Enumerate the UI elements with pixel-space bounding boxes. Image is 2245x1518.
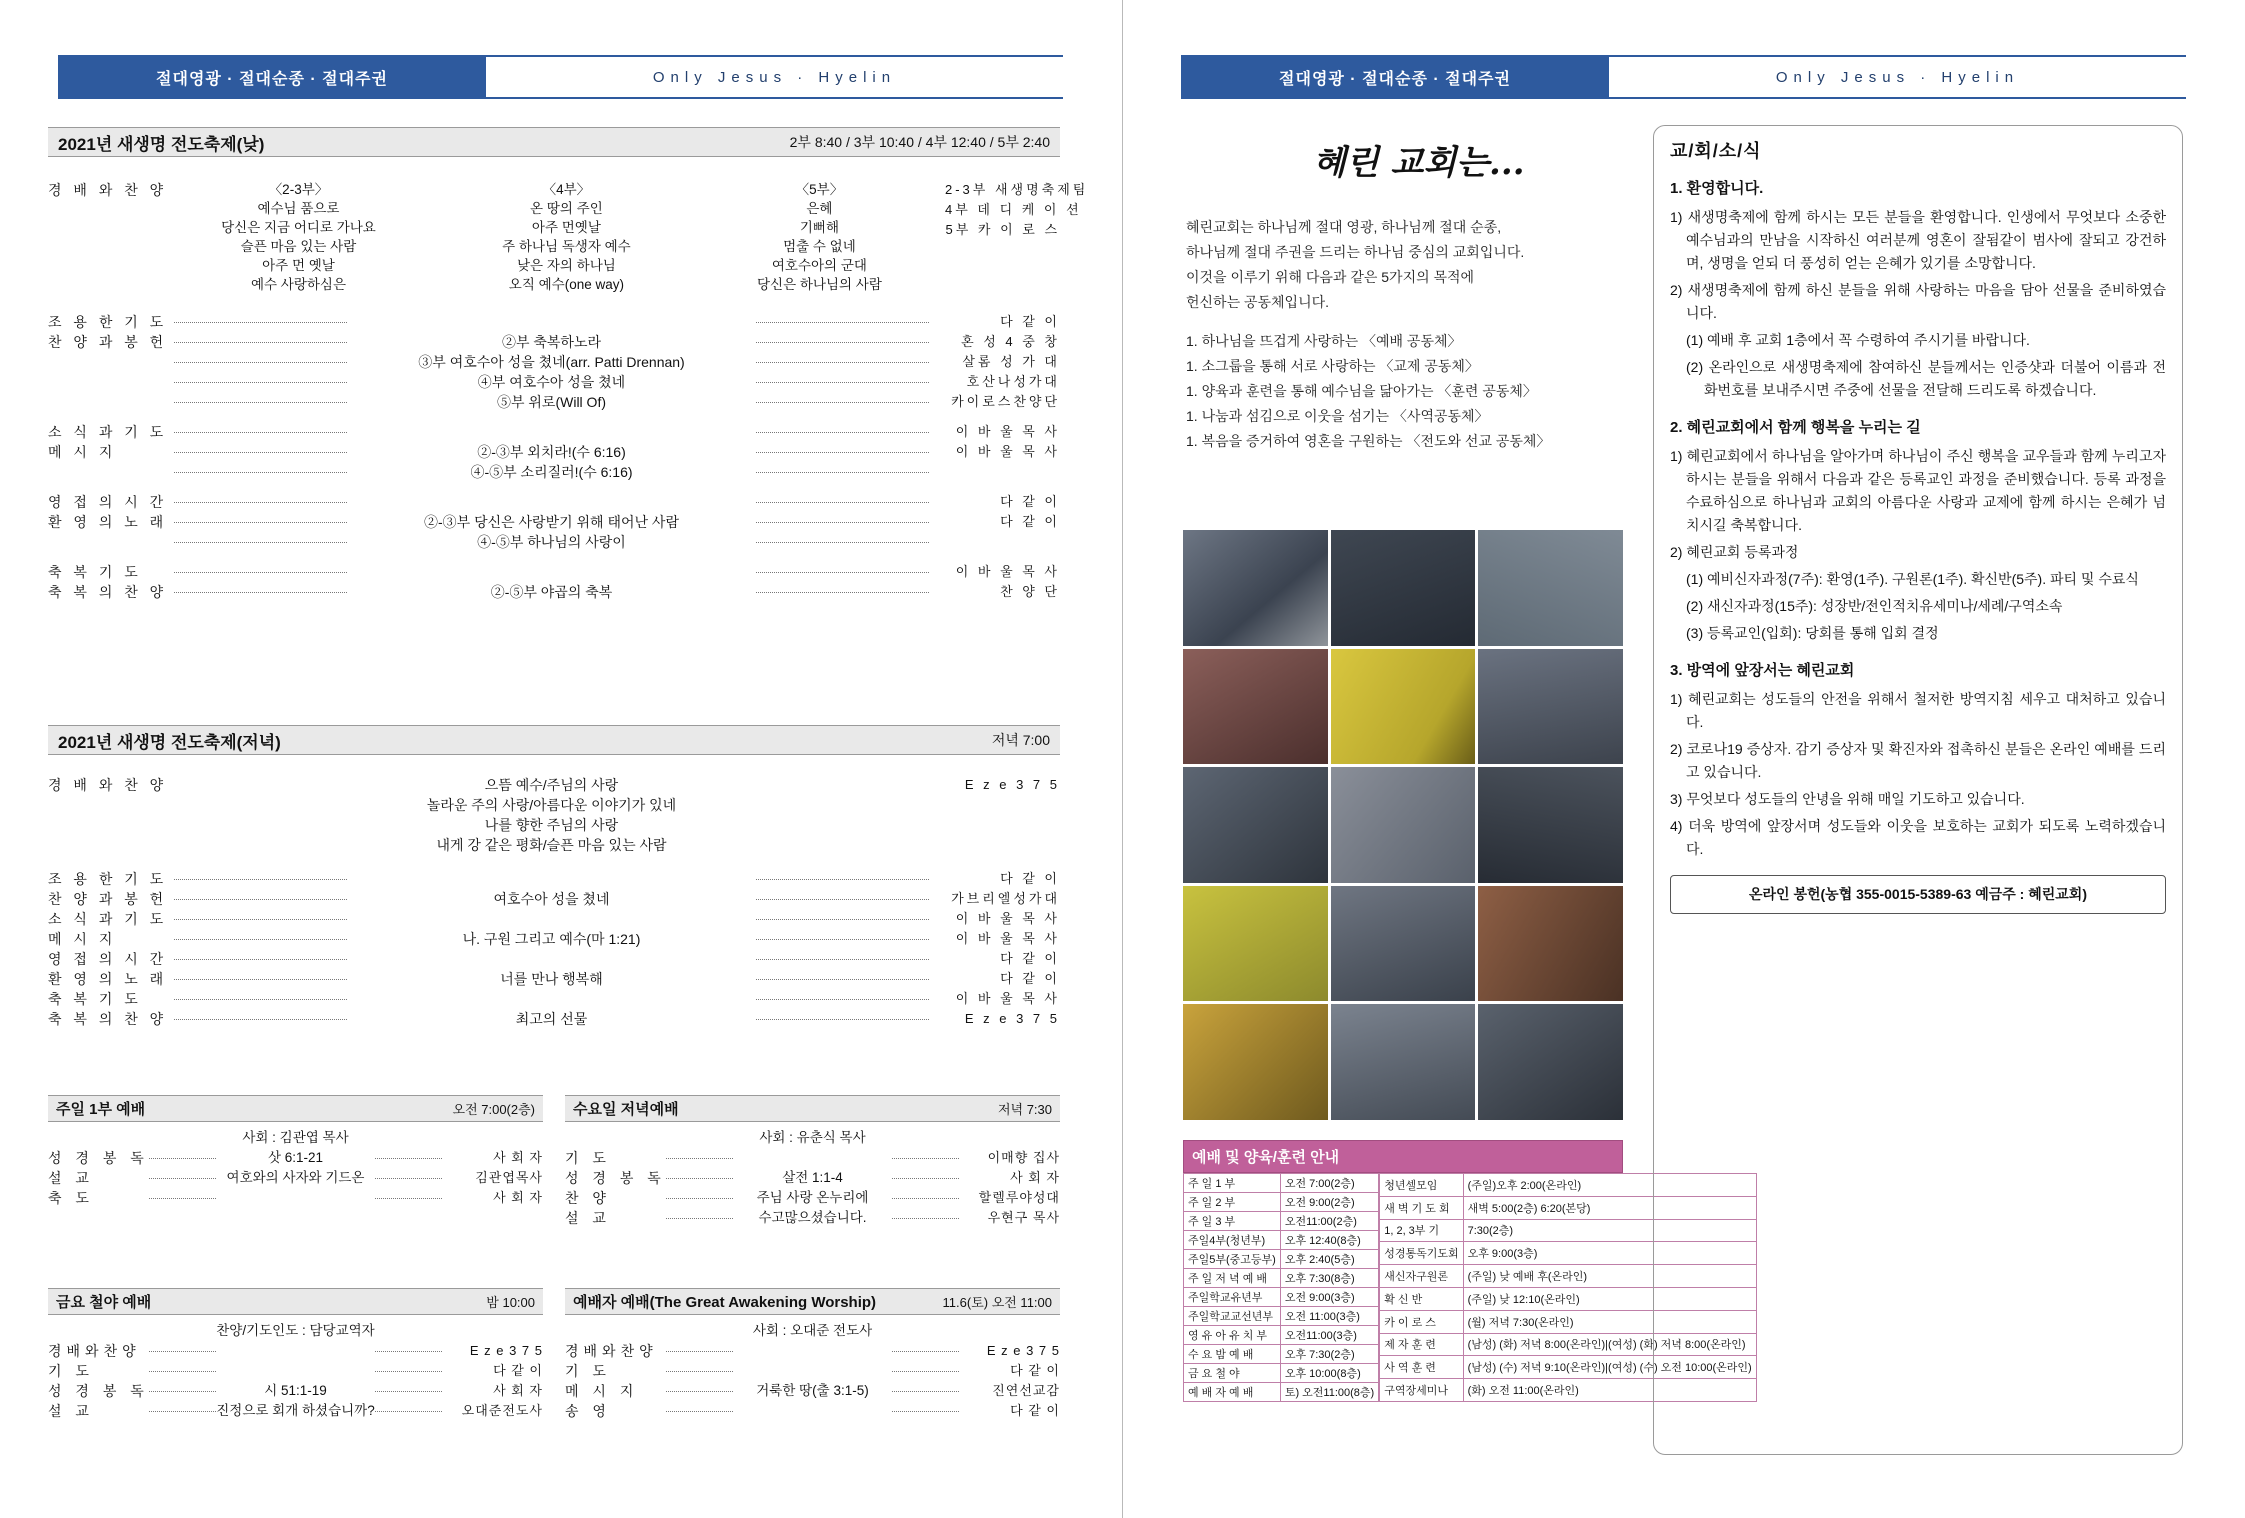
row-label: 기 도 [565,1363,611,1379]
program-row [48,462,1060,482]
row-label: 조 용 한 기 도 [48,314,168,330]
box-time: 밤 10:00 [486,1295,535,1310]
purpose-item: 1. 하나님을 뜨겁게 사랑하는 〈예배 공동체〉 [1186,333,1462,349]
box-row [48,1188,543,1208]
song-line: 아주 먼 옛날 [262,258,335,273]
row-person: 살롬 성 가 대 [962,354,1060,369]
song-col-head: 〈2-3부〉 [268,182,329,197]
row-person: 오대준전도사 [461,1403,543,1418]
row-label: 찬 양 과 봉 헌 [48,334,168,350]
row-person: 다 같 이 [1000,971,1060,986]
program-row [48,929,1060,949]
row-label: 설 교 [48,1170,94,1186]
schedule-row: 사 역 훈 련 (남성) (수) 저녁 9:10(온라인)|(여성) (수) 오전 10:00(온라인) [1380,1356,1757,1379]
service-box-worshiper [565,1288,1060,1421]
song-line: 은혜 [806,201,833,216]
schedule-row: 주 일 3 부 오전11:00(2층) [1184,1212,1379,1231]
row-content [158,775,945,855]
row-label: 송 영 [565,1403,611,1419]
row-person: 가브리엘성가대 [951,891,1060,906]
intro-line: 혜린교회는 하나님께 절대 영광, 하나님께 절대 순종, [1186,219,1502,235]
photo-gallery [1183,530,1623,1120]
song-line: 멈출 수 없네 [783,239,856,254]
song-line: 예수님 품으로 [257,201,340,216]
program-row [48,949,1060,969]
row-label: 찬 양 과 봉 헌 [48,891,168,907]
header-brand: Only Jesus · Hyelin [1609,55,2186,99]
photo [1183,767,1328,883]
program-row [48,372,1060,392]
service-box-wednesday [565,1095,1060,1228]
news-heading: 3. 방역에 앞장서는 혜린교회 [1670,662,1855,679]
box-time: 오전 7:00(2층) [452,1102,535,1117]
night-song-line: 놀라운 주의 사랑/아름다운 이야기가 있네 [426,797,677,813]
schedule-row: 주 일 1 부 오전 7:00(2층) [1184,1174,1379,1193]
program-row [48,352,1060,372]
news-item: 3) 무엇보다 성도들의 안녕을 위해 매일 기도하고 있습니다. [1670,791,2025,807]
worship-teams [945,180,1089,240]
song-line: 아주 먼옛날 [531,220,601,235]
program-row [48,989,1060,1009]
row-person: 이매향 집사 [987,1150,1060,1165]
schedule-row: 주일4부(청년부) 오후 12:40(8층) [1184,1231,1379,1250]
row-label: 축 복 의 찬 양 [48,1011,168,1027]
song-line: 당신은 지금 어디로 가나요 [221,220,376,235]
song-line: 오직 예수(one way) [508,277,624,292]
schedule-row: 주 일 저 녁 예 배 오후 7:30(8층) [1184,1269,1379,1288]
news-item: (2) 새신자과정(15주): 성장반/전인적치유세미나/세례/구역소속 [1686,598,2063,614]
header-band-left [58,55,1063,99]
row-person: 다 같 이 [493,1363,543,1378]
purpose-item: 1. 양육과 훈련을 통해 예수님을 닮아가는 〈훈련 공동체〉 [1186,383,1537,399]
intro-line: 이것을 이루기 위해 다음과 같은 5가지의 목적에 [1186,269,1475,285]
row-content: 나. 구원 그리고 예수(마 1:21) [158,929,945,949]
row-label: 기 도 [565,1150,611,1166]
row-person: 사 회 자 [493,1190,543,1205]
team-line: 4부 데 디 케 이 션 [945,202,1082,217]
row-content: 수고많으셨습니다. [660,1208,965,1228]
team-line: 2-3부 새생명축제팀 [945,182,1089,197]
row-label: 축 도 [48,1190,94,1206]
box-row [48,1381,543,1401]
night-song-line: 내게 강 같은 평화/슬픈 마음 있는 사람 [436,837,667,853]
song-column-5 [757,180,882,294]
schedule-row: 금 요 철 야 오후 10:00(8층) [1184,1364,1379,1383]
box-leader: 사회 : 김관엽 목사 [242,1130,349,1145]
row-label: 설 교 [48,1403,94,1419]
box-row [565,1148,1060,1168]
row-person: 김관엽목사 [475,1170,543,1185]
row-content: 너를 만나 행복해 [158,969,945,989]
box-row [565,1381,1060,1401]
photo [1478,530,1623,646]
program-row [48,422,1060,442]
box-row [48,1168,543,1188]
row-content: ②-③부 외치라!(수 6:16) [158,442,945,462]
photo [1478,1004,1623,1120]
row-label: 경 배 와 찬 양 [48,777,168,793]
program-row-worship-night [48,775,1060,855]
song-column-2-3 [221,180,376,294]
song-column-4 [502,180,631,294]
box-row [565,1401,1060,1421]
program-row [48,869,1060,889]
photo [1331,1004,1476,1120]
row-label: 찬 양 [565,1190,611,1206]
program-row [48,512,1060,532]
row-label: 경 배 와 찬 양 [48,182,168,198]
photo [1478,886,1623,1002]
service-box-sunday-1st [48,1095,543,1208]
section-title-day [48,127,1060,157]
intro-line: 헌신하는 공동체입니다. [1186,294,1330,310]
row-person: E z e 3 7 5 [964,777,1060,792]
row-content: 주님 사랑 온누리에 [660,1188,965,1208]
row-label: 축 복 기 도 [48,991,142,1007]
row-label: 메 시 지 [565,1383,639,1399]
header-slogan: 절대영광 · 절대순종 · 절대주권 [58,55,486,99]
section-night-label: 2021년 새생명 전도축제(저녁) [58,732,281,752]
section-day-time: 2부 8:40 / 3부 10:40 / 4부 12:40 / 5부 2:40 [789,134,1050,150]
song-col-head: 〈5부〉 [795,182,844,197]
box-row [565,1168,1060,1188]
row-person: 이 바 울 목 사 [955,931,1060,946]
row-label: 영 접 의 시 간 [48,494,168,510]
schedule-row: 주일학교교선년부 오전 11:00(3층) [1184,1307,1379,1326]
photo [1331,886,1476,1002]
news-item: (2) 온라인으로 새생명축제에 참여하신 분들께서는 인증샷과 더불어 이름과 전화번호를 보내주시면 주중에 선물을 전달해 드리도록 하겠습니다. [1686,359,2166,398]
photo [1478,649,1623,765]
schedule-row: 예 배 자 예 배 토) 오전11:00(8층) [1184,1383,1379,1402]
program-row [48,312,1060,332]
program-row [48,969,1060,989]
brush-title: 혜린 교회는... [1313,143,1525,183]
row-content: 여호와의 사자와 기드온 [143,1168,448,1188]
night-song-line: 나를 향한 주님의 사랑 [484,817,619,833]
photo [1331,530,1476,646]
row-person: 호산나성가대 [966,374,1060,389]
night-song-1 [158,775,945,795]
schedule-row: 성경통독기도회 오후 9:00(3층) [1380,1242,1757,1265]
box-row [48,1341,543,1361]
program-row-worship [48,180,1089,294]
schedule-row: 1, 2, 3부 기 7:30(2층) [1380,1219,1757,1242]
schedule-row: 영 유 아 유 치 부 오전11:00(3층) [1184,1326,1379,1345]
schedule-row: 제 자 훈 련 (남성) (화) 저녁 8:00(온라인)|(여성) (화) 저녁 8:00(온라인) [1380,1333,1757,1356]
row-person: 사 회 자 [1010,1170,1060,1185]
program-row [48,532,1060,552]
row-person: 이 바 울 목 사 [955,991,1060,1006]
box-row [565,1341,1060,1361]
row-person: 다 같 이 [1010,1403,1060,1418]
row-person: 다 같 이 [1000,314,1060,329]
program-row [48,442,1060,462]
song-line: 기뻐해 [799,220,839,235]
row-content: ②부 축복하노라 [158,332,945,352]
intro-line: 하나님께 절대 주권을 드리는 하나님 중심의 교회입니다. [1186,244,1525,260]
row-person: 사 회 자 [493,1383,543,1398]
church-news-panel [1653,125,2183,1455]
news-item: (3) 등록교인(입회): 당회를 통해 입회 결정 [1686,625,1939,641]
row-person: 찬 양 단 [1000,584,1060,599]
row-label: 메 시 지 [48,931,117,947]
row-person: 할렐루야성대 [978,1190,1060,1205]
header-slogan: 절대영광 · 절대순종 · 절대주권 [1181,55,1609,99]
song-line: 여호수아의 군대 [771,258,867,273]
row-content: ④-⑤부 소리질러!(수 6:16) [158,462,945,482]
program-row [48,909,1060,929]
intro-text [1186,215,1606,454]
row-content: 살전 1:1-4 [660,1168,965,1188]
schedule-row: 주 일 2 부 오전 9:00(2층) [1184,1193,1379,1212]
row-content: ④부 여호수아 성을 쳤네 [158,372,945,392]
box-leader: 사회 : 오대준 전도사 [752,1323,873,1338]
program-row [48,332,1060,352]
row-person: 혼 성 4 중 창 [961,334,1060,349]
news-item: 4) 더욱 방역에 앞장서며 성도들와 이웃을 보호하는 교회가 되도록 노력하겠습니다. [1670,818,2166,857]
row-label: 축 복 기 도 [48,564,142,580]
box-title: 예배자 예배(The Great Awakening Worship) [573,1294,877,1311]
photo [1183,1004,1328,1120]
row-label: 성 경 봉 독 [48,1383,149,1399]
song-line: 당신은 하나님의 사람 [756,277,882,292]
section-day-label: 2021년 새생명 전도축제(낮) [58,134,265,154]
song-columns [158,180,945,294]
row-person: E z e 3 7 5 [986,1343,1060,1358]
schedule-title: 예배 및 양육/훈련 안내 [1183,1140,1623,1173]
section-night-time: 저녁 7:00 [991,732,1050,748]
box-leader: 찬양/기도인도 : 담당교역자 [216,1323,375,1338]
row-label: 소 식 과 기 도 [48,424,168,440]
box-row [565,1361,1060,1381]
photo [1331,649,1476,765]
service-box-friday [48,1288,543,1421]
row-person: 카이로스찬양단 [951,394,1060,409]
song-line: 온 땅의 주인 [530,201,603,216]
box-row [48,1148,543,1168]
news-item: 1) 새생명축제에 함께 하시는 모든 분들을 환영합니다. 인생에서 무엇보다 소중한 예수님과의 만남을 시작하신 여러분께 영혼이 잘됨같이 범사에 잘되고 강건하며, 생명을 얻되 더 풍성히 얻는 은혜가 있기를 소망합니다. [1670,209,2166,271]
photo [1331,767,1476,883]
news-heading: 2. 혜린교회에서 함께 행복을 누리는 길 [1670,419,1921,436]
purpose-item: 1. 소그룹을 통해 서로 사랑하는 〈교제 공동체〉 [1186,358,1479,374]
row-person: E z e 3 7 5 [964,1011,1060,1026]
box-title: 금요 철야 예배 [56,1294,152,1311]
row-label: 소 식 과 기 도 [48,911,168,927]
purpose-item: 1. 복음을 증거하여 영혼을 구원하는 〈전도와 선교 공동체〉 [1186,433,1551,449]
row-person: 우현구 목사 [987,1210,1060,1225]
box-time: 저녁 7:30 [997,1102,1052,1117]
row-content: ②-③부 당신은 사랑받기 위해 태어난 사람 [158,512,945,532]
row-person: 다 같 이 [1000,871,1060,886]
row-label: 설 교 [565,1210,611,1226]
row-content: 거룩한 땅(출 3:1-5) [660,1381,965,1401]
program-row [48,582,1060,602]
row-label: 환 영 의 노 래 [48,971,168,987]
row-label: 성 경 봉 독 [565,1170,666,1186]
row-person: 다 같 이 [1000,951,1060,966]
photo [1183,649,1328,765]
right-page [1123,0,2245,1518]
song-line: 낮은 자의 하나님 [517,258,616,273]
program-day [48,180,1089,602]
song-line: 주 하나님 독생자 예수 [502,239,631,254]
news-title: 교/회/소/식 [1670,141,1762,161]
program-row [48,562,1060,582]
night-song-line: 으뜸 예수/주님의 사랑 [484,777,619,793]
row-content: 여호수아 성을 쳤네 [158,889,945,909]
purpose-item: 1. 나눔과 섬김으로 이웃을 섬기는 〈사역공동체〉 [1186,408,1489,424]
news-item: 2) 새생명축제에 함께 하신 분들을 위해 사랑하는 마음을 담아 선물을 준비하였습니다. [1670,282,2166,321]
row-person: 다 같 이 [1000,514,1060,529]
schedule-row: 구역장세미나 (화) 오전 11:00(온라인) [1380,1379,1757,1402]
news-item: 2) 혜린교회 등록과정 [1670,544,1799,560]
section-title-night [48,725,1060,755]
program-night [48,775,1060,1029]
row-person: 다 같 이 [1010,1363,1060,1378]
schedule-row: 확 신 반 (주일) 낮 12:10(온라인) [1380,1287,1757,1310]
row-label: 성 경 봉 독 [48,1150,149,1166]
schedule-row: 카 이 로 스 (월) 저녁 7:30(온라인) [1380,1310,1757,1333]
team-line: 5부 카 이 로 스 [945,222,1060,237]
row-label: 조 용 한 기 도 [48,871,168,887]
row-content: 최고의 선물 [158,1009,945,1029]
row-person: 이 바 울 목 사 [955,444,1060,459]
row-content: ②-⑤부 야곱의 축복 [158,582,945,602]
schedule-row: 새 벽 기 도 회 새벽 5:00(2층) 6:20(본당) [1380,1196,1757,1219]
photo [1183,530,1328,646]
row-person: 이 바 울 목 사 [955,911,1060,926]
left-page [0,0,1122,1518]
row-content: 시 51:1-19 [143,1381,448,1401]
schedule-row: 주일5부(중고등부) 오후 2:40(5층) [1184,1250,1379,1269]
song-col-head: 〈4부〉 [542,182,591,197]
schedule-row: 새신자구원론 (주일) 낮 예배 후(온라인) [1380,1265,1757,1288]
header-band-right [1181,55,2186,99]
online-offering-account: 온라인 봉헌(농협 355-0015-5389-63 예금주 : 혜린교회) [1670,875,2166,914]
row-label: 환 영 의 노 래 [48,514,168,530]
schedule-left-table [1183,1173,1379,1402]
row-content: ⑤부 위로(Will Of) [158,392,945,412]
row-label: 영 접 의 시 간 [48,951,168,967]
program-row [48,889,1060,909]
row-label: 기 도 [48,1363,94,1379]
news-item: (1) 예배 후 교회 1층에서 꼭 수령하여 주시기를 바랍니다. [1686,332,2030,348]
row-person: 이 바 울 목 사 [955,424,1060,439]
row-label: 메 시 지 [48,444,117,460]
schedule-table [1183,1140,1752,1402]
news-item: (1) 예비신자과정(7주): 환영(1주). 구원론(1주). 확신반(5주). 파티 및 수료식 [1686,571,2139,587]
schedule-row: 주일학교유년부 오전 9:00(3층) [1184,1288,1379,1307]
row-content: ④-⑤부 하나님의 사랑이 [158,532,945,552]
box-leader: 사회 : 유춘식 목사 [759,1130,866,1145]
row-label: 경배와찬양 [565,1343,658,1359]
row-label: 경배와찬양 [48,1343,141,1359]
row-content: 삿 6:1-21 [143,1148,448,1168]
photo [1183,886,1328,1002]
row-person: E z e 3 7 5 [469,1343,543,1358]
photo [1478,767,1623,883]
song-line: 예수 사랑하심은 [250,277,346,292]
header-brand: Only Jesus · Hyelin [486,55,1063,99]
news-item: 1) 혜린교회에서 하나님을 알아가며 하나님이 주신 행복을 교우들과 함께 누리고자 하시는 분들을 위해서 다음과 같은 등록교인 과정을 준비했습니다. 등록 과정을 수료하심으로 하나님과 교회의 아름다운 사랑과 교제에 함께 하시는 은혜가 넘치시길 축복합니다. [1670,448,2166,533]
row-content: ③부 여호수아 성을 쳤네(arr. Patti Drennan) [158,352,945,372]
news-item: 2) 코로나19 증상자. 감기 증상자 및 확진자와 접촉하신 분들은 온라인 예배를 드리고 있습니다. [1670,741,2166,780]
program-row [48,1009,1060,1029]
box-row [565,1188,1060,1208]
box-row [48,1401,543,1421]
row-label: 축 복 의 찬 양 [48,584,168,600]
row-person: 진연선교감 [992,1383,1060,1398]
news-heading: 1. 환영합니다. [1670,180,1764,197]
box-row [565,1208,1060,1228]
box-row [48,1361,543,1381]
box-title: 주일 1부 예배 [56,1101,146,1118]
program-row [48,492,1060,512]
schedule-row: 청년셀모임 (주일)오후 2:00(온라인) [1380,1174,1757,1197]
row-person: 이 바 울 목 사 [955,564,1060,579]
song-line: 슬픈 마음 있는 사람 [240,239,357,254]
row-content: 진정으로 회개 하셨습니까? [143,1401,448,1421]
news-item: 1) 혜린교회는 성도들의 안전을 위해서 철저한 방역지침 세우고 대처하고 있습니다. [1670,691,2166,730]
box-time: 11.6(토) 오전 11:00 [942,1295,1052,1310]
row-person: 다 같 이 [1000,494,1060,509]
program-row [48,392,1060,412]
row-person: 사 회 자 [493,1150,543,1165]
box-title: 수요일 저녁예배 [573,1101,679,1118]
schedule-row: 수 요 밤 예 배 오후 7:30(2층) [1184,1345,1379,1364]
